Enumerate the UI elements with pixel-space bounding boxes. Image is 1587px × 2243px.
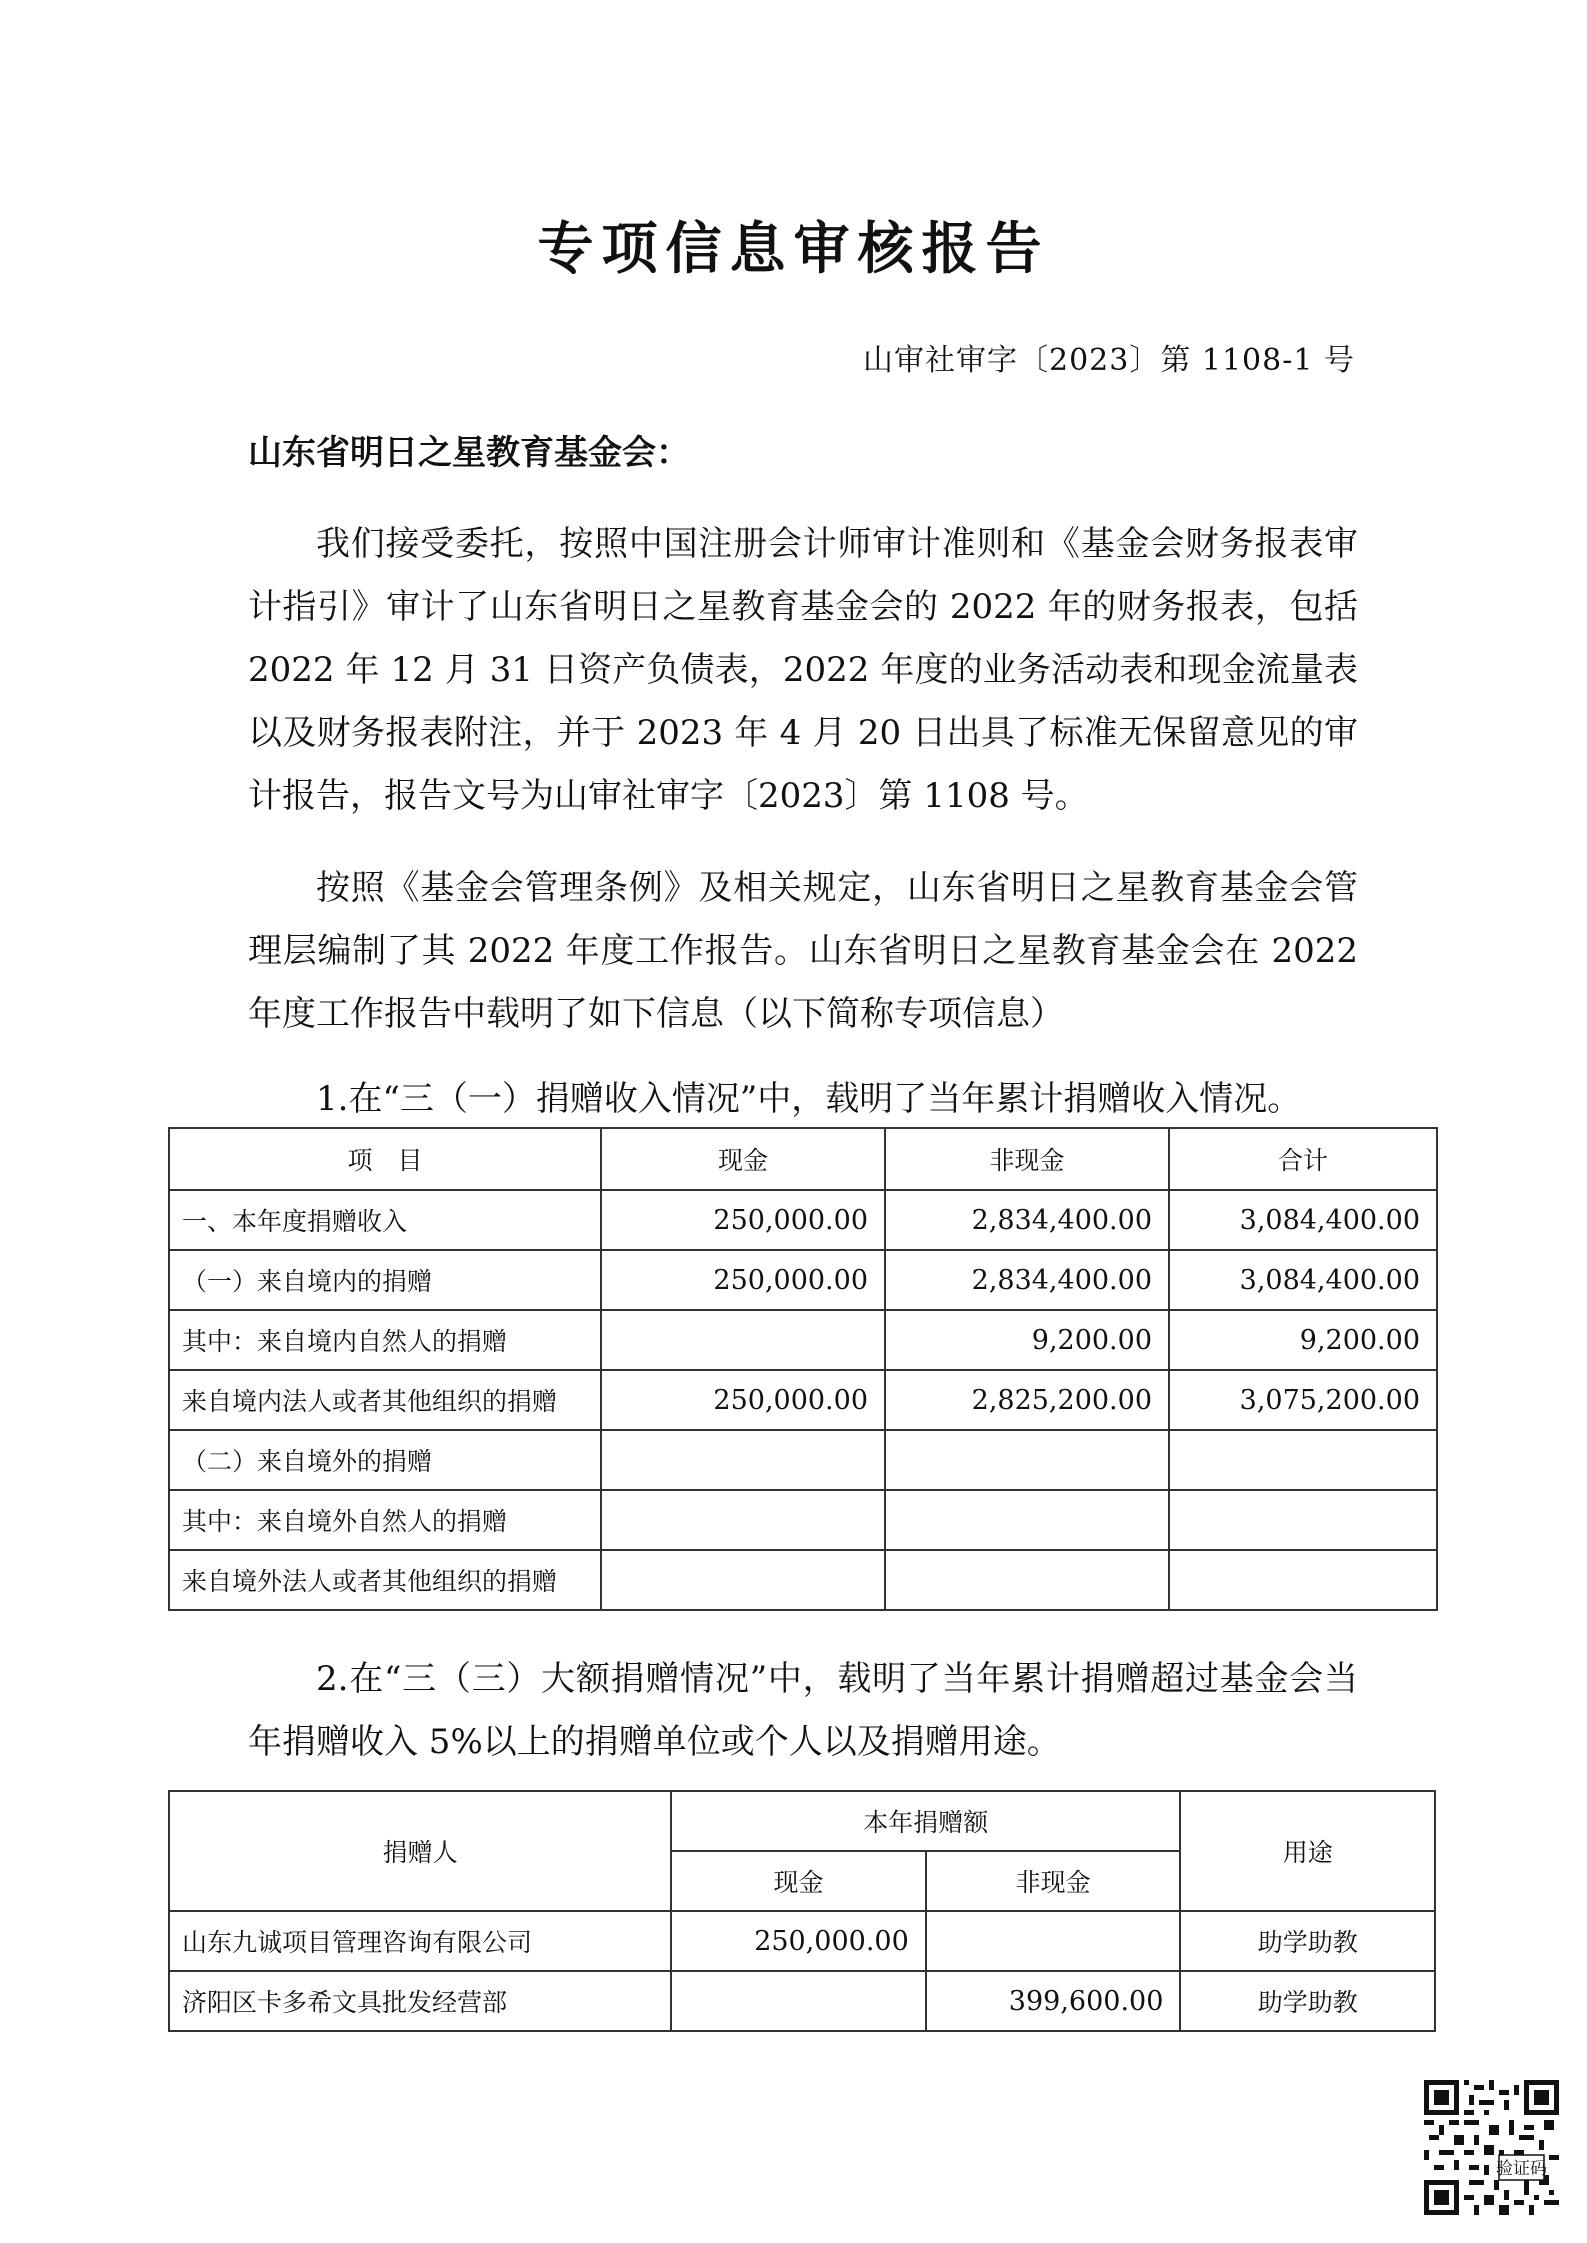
- total-cell: 3,084,400.00: [1169, 1250, 1437, 1310]
- noncash-cell: [926, 1911, 1181, 1971]
- column-header: 现金: [601, 1128, 885, 1190]
- table-row: [169, 1911, 1435, 1971]
- noncash-cell: [885, 1430, 1169, 1490]
- total-cell: [1169, 1550, 1437, 1610]
- column-header: 项 目: [169, 1128, 601, 1190]
- table-row: [169, 1430, 1437, 1490]
- cash-cell: [671, 1971, 926, 2031]
- noncash-cell: [885, 1490, 1169, 1550]
- paragraph-item-2: 2.在“三（三）大额捐赠情况”中，载明了当年累计捐赠超过基金会当年捐赠收入 5%以上的捐赠单位或个人以及捐赠用途。: [248, 1659, 1358, 1762]
- total-cell: 3,075,200.00: [1169, 1370, 1437, 1430]
- table-row: [169, 1971, 1435, 2031]
- noncash-cell: 2,825,200.00: [885, 1370, 1169, 1430]
- column-header: 非现金: [885, 1128, 1169, 1190]
- row-item: （一）来自境内的捐赠: [169, 1250, 601, 1310]
- row-item: 来自境内法人或者其他组织的捐赠: [169, 1370, 601, 1430]
- table-header-row: [169, 1128, 1437, 1190]
- purpose-header: 用途: [1180, 1791, 1435, 1911]
- noncash-cell: 2,834,400.00: [885, 1190, 1169, 1250]
- cash-cell: 250,000.00: [601, 1250, 885, 1310]
- verification-qr-code[interactable]: [1424, 2080, 1559, 2215]
- large-donations-table: [168, 1790, 1436, 2032]
- total-cell: 9,200.00: [1169, 1310, 1437, 1370]
- cash-cell: [601, 1550, 885, 1610]
- cash-cell: [601, 1310, 885, 1370]
- donor-cell: 济阳区卡多希文具批发经营部: [169, 1971, 671, 2031]
- column-header: 合计: [1169, 1128, 1437, 1190]
- donation-income-table: [168, 1127, 1438, 1611]
- cash-cell: 250,000.00: [601, 1190, 885, 1250]
- total-cell: [1169, 1490, 1437, 1550]
- noncash-cell: 399,600.00: [926, 1971, 1181, 2031]
- donor-cell: 山东九诚项目管理咨询有限公司: [169, 1911, 671, 1971]
- cash-cell: [601, 1490, 885, 1550]
- row-item: 一、本年度捐赠收入: [169, 1190, 601, 1250]
- page-title: 专项信息审核报告: [537, 216, 1050, 282]
- row-item: （二）来自境外的捐赠: [169, 1430, 601, 1490]
- table-row: [169, 1370, 1437, 1430]
- document-number: 山审社审字〔2023〕第 1108-1 号: [863, 343, 1355, 378]
- donor-header: 捐赠人: [169, 1791, 671, 1911]
- paragraph-management-report: 按照《基金会管理条例》及相关规定，山东省明日之星教育基金会管理层编制了其 2022 年度工作报告。山东省明日之星教育基金会在 2022 年度工作报告中载明了如下信息（以下简称专项信息）: [248, 868, 1358, 1034]
- table-row: [169, 1550, 1437, 1610]
- cash-cell: 250,000.00: [601, 1370, 885, 1430]
- purpose-cell: 助学助教: [1180, 1911, 1435, 1971]
- cash-cell: [601, 1430, 885, 1490]
- qr-code-icon: [1424, 2080, 1559, 2215]
- total-cell: 3,084,400.00: [1169, 1190, 1437, 1250]
- amount-header: 本年捐赠额: [671, 1791, 1180, 1851]
- noncash-cell: 9,200.00: [885, 1310, 1169, 1370]
- row-item: 其中：来自境内自然人的捐赠: [169, 1310, 601, 1370]
- table-row: [169, 1250, 1437, 1310]
- noncash-cell: 2,834,400.00: [885, 1250, 1169, 1310]
- table-header-row: [169, 1791, 1435, 1851]
- cash-header: 现金: [671, 1851, 926, 1911]
- addressee: 山东省明日之星教育基金会：: [248, 433, 690, 473]
- table-row: [169, 1190, 1437, 1250]
- total-cell: [1169, 1430, 1437, 1490]
- cash-cell: 250,000.00: [671, 1911, 926, 1971]
- table-row: [169, 1310, 1437, 1370]
- purpose-cell: 助学助教: [1180, 1971, 1435, 2031]
- table-row: [169, 1490, 1437, 1550]
- row-item: 来自境外法人或者其他组织的捐赠: [169, 1550, 601, 1610]
- noncash-header: 非现金: [926, 1851, 1181, 1911]
- qr-caption: 验证码: [1496, 2159, 1547, 2179]
- noncash-cell: [885, 1550, 1169, 1610]
- row-item: 其中：来自境外自然人的捐赠: [169, 1490, 601, 1550]
- paragraph-item-1: 1.在“三（一）捐赠收入情况”中，载明了当年累计捐赠收入情况。: [316, 1079, 1302, 1119]
- paragraph-audit-scope: 我们接受委托，按照中国注册会计师审计准则和《基金会财务报表审计指引》审计了山东省明日之星教育基金会的 2022 年的财务报表，包括 2022 年 12 月 31 日资产负债表，2022 年度的业务活动表和现金流量表以及财务报表附注，并于 2023 年 4 月 20 日出具了标准无保留意见的审计报告，报告文号为山审社审字〔2023〕第 1108 号。: [248, 524, 1358, 816]
